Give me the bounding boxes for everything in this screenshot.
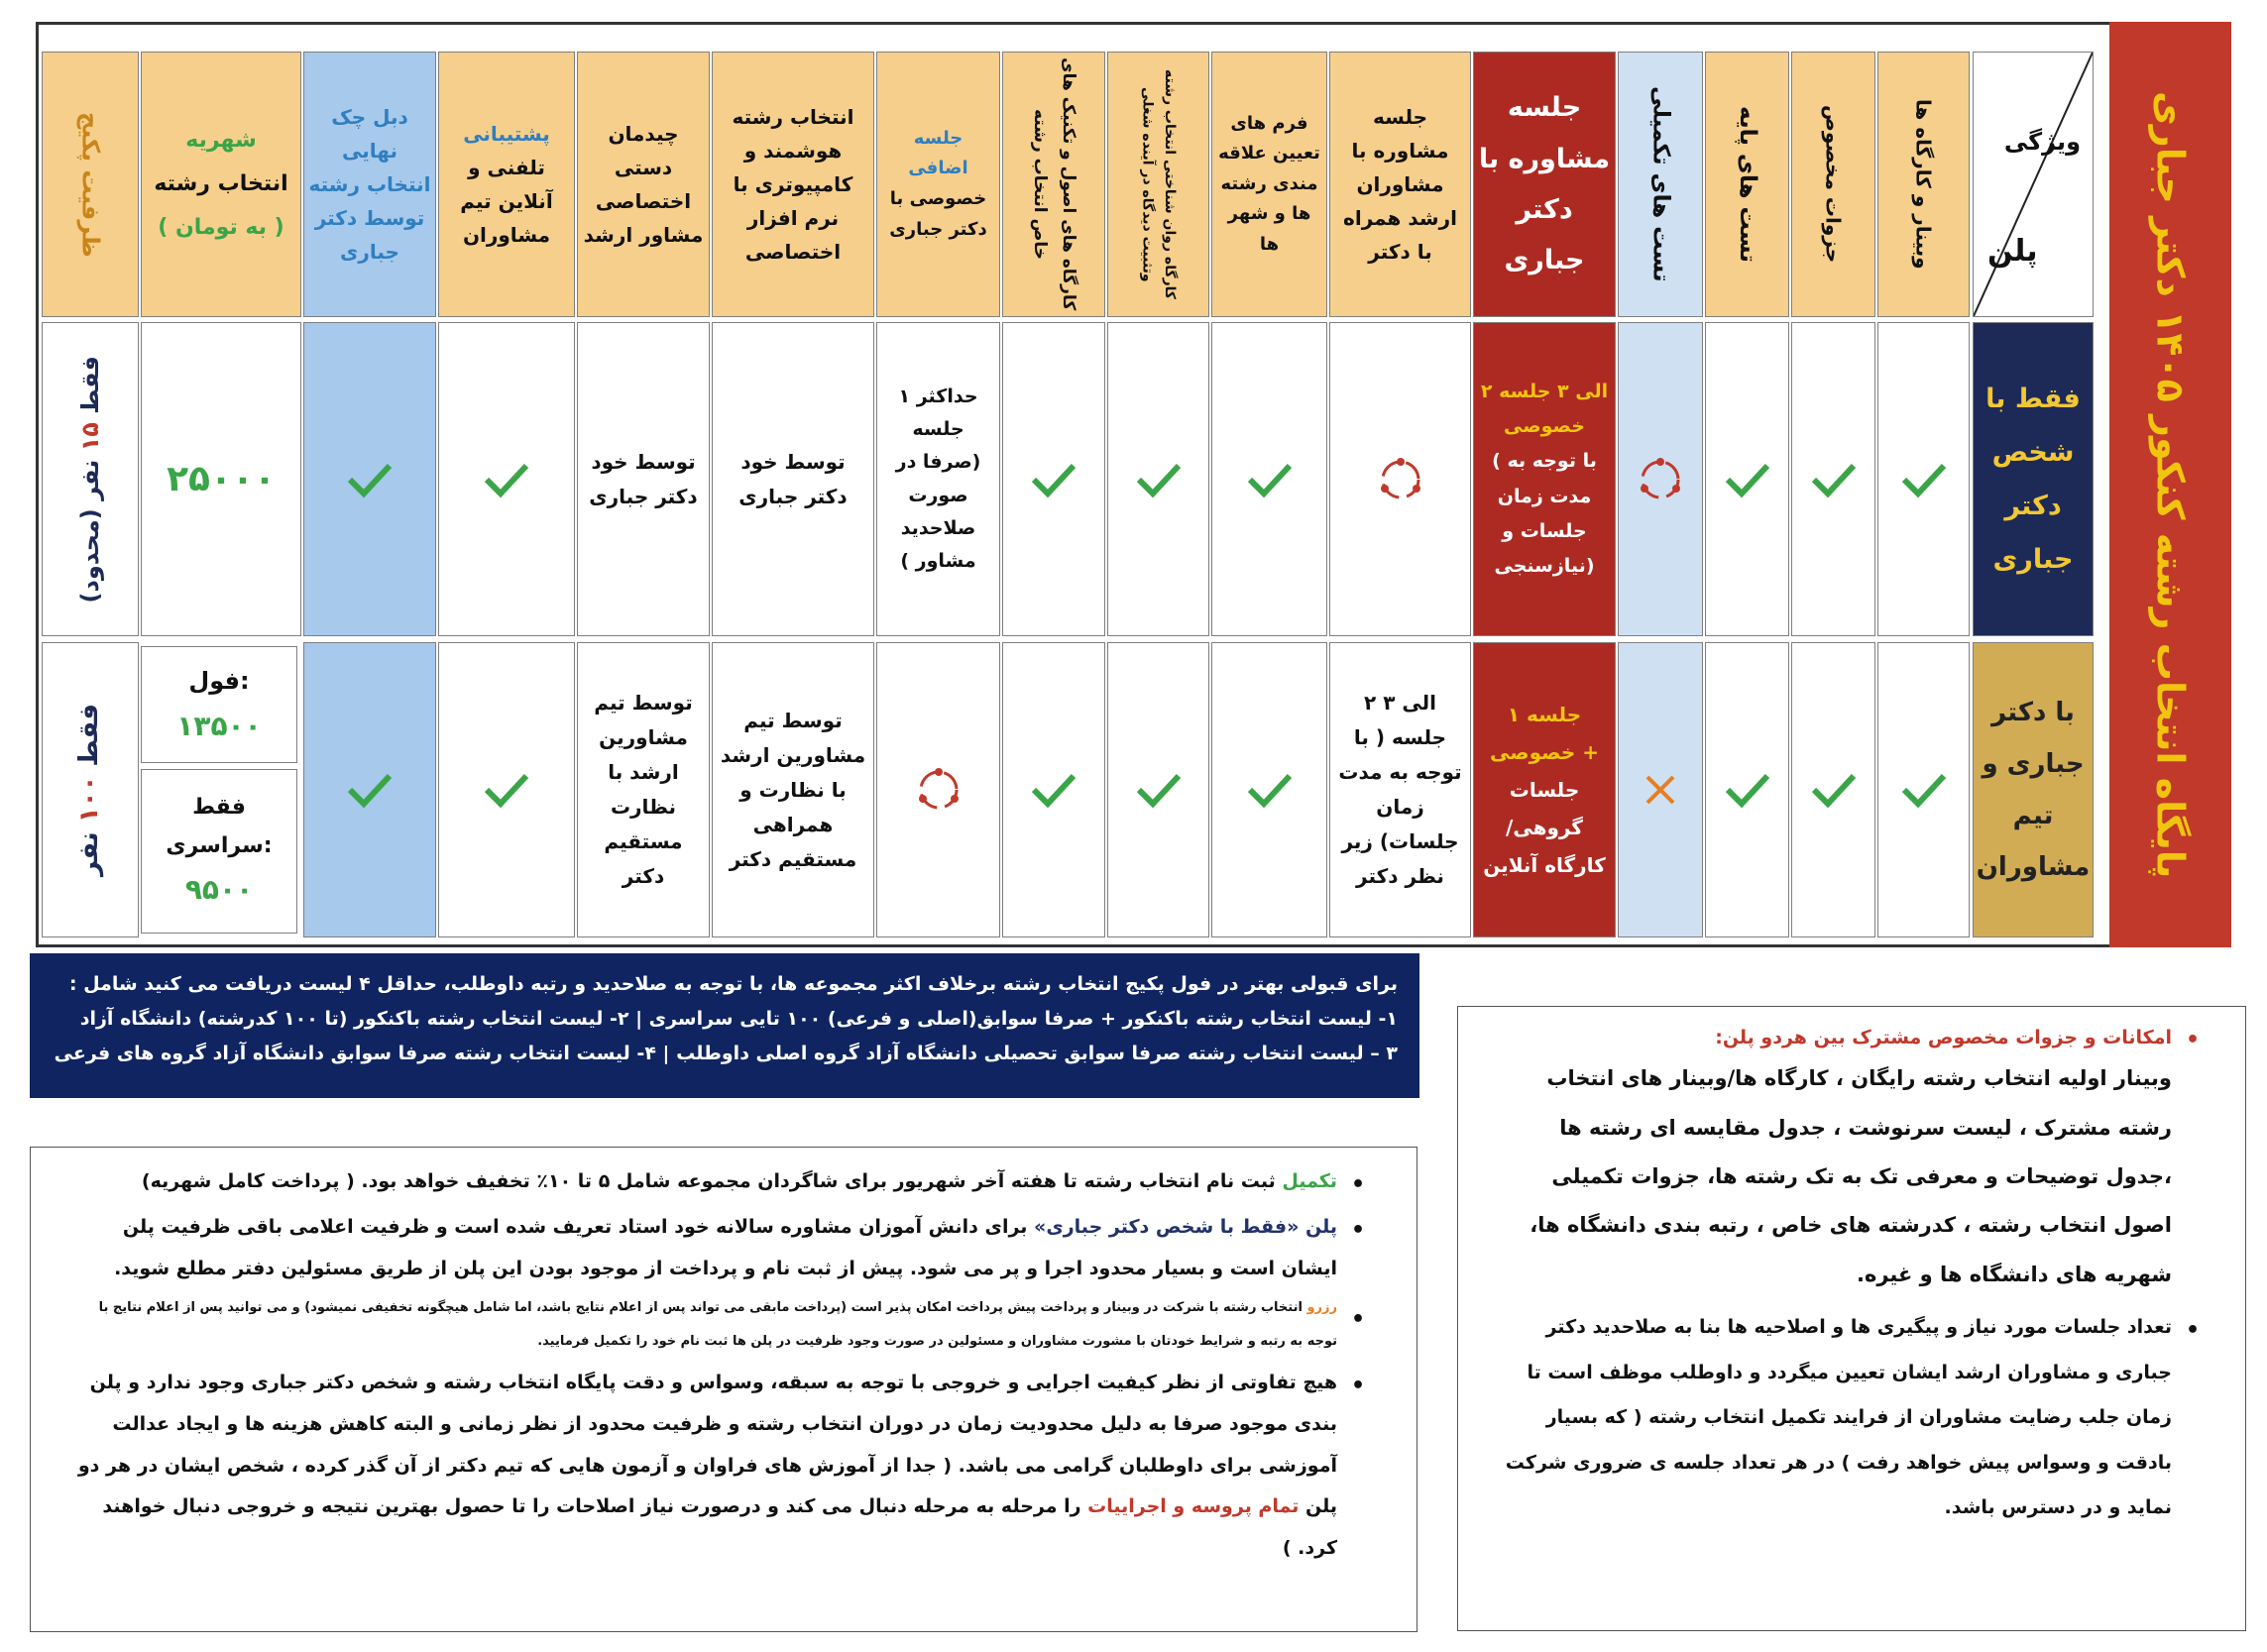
- header-extra-session: جلسه اضافی خصوصی با دکتر جباری: [876, 52, 1000, 317]
- common-features-heading: • امکانات و جزوات مخصوص مشترک بین هردو پلن:: [1494, 1021, 2172, 1054]
- row1-session-senior: [1329, 322, 1471, 636]
- check-icon: [483, 460, 530, 499]
- sessions-note: • تعداد جلسات مورد نیاز و پیگیری ها و اصلاحیه ها بنا به صلاحدید دکتر جباری و مشاوران ارشد ایشان تعیین میگردد و داوطلب موظف است تا زمان جلب رضایت مشاوران از فرایند تکمیل انتخاب رشته ( که بسیار بادقت و وسواس پیش خواهد رفت ) در هر تعداد جلسه ی ضروری شرکت نماید و در دسترس باشد.: [1494, 1305, 2172, 1531]
- check-icon: [1724, 770, 1771, 810]
- check-icon: [1246, 460, 1294, 499]
- lists-line-2: ۳ – لیست انتخاب رشته صرفا سوابق تحصیلی دانشگاه آزاد گروه اصلی داوطلب | ۴- لیست انتخاب رشته صرفا سوابق دانشگاه آزاد گروه های فرعی: [54, 1043, 1398, 1065]
- row1-forms: [1211, 322, 1327, 636]
- plan-doctor-only: فقط با شخص دکتر جباری: [1973, 322, 2094, 636]
- check-icon: [1810, 770, 1858, 810]
- lists-intro: برای قبولی بهتر در فول پکیج انتخاب رشته برخلاف اکثر مجموعه ها، با توجه به صلاحدید و رتبه داوطلب، حداقل ۴ لیست دریافت می کنید شامل :: [68, 973, 1398, 995]
- row2-webinar: [1877, 642, 1970, 937]
- row2-smart-selection: توسط تیم مشاورین ارشد با نظارت و همراهی مستقیم دکتر: [712, 642, 874, 937]
- cycle-icon: [1376, 455, 1425, 504]
- header-fee: شهریه انتخاب رشته ( به تومان ): [141, 52, 301, 317]
- row1-booklets: [1791, 322, 1875, 636]
- notes-box: [30, 1147, 1417, 1632]
- check-icon: [1246, 770, 1294, 810]
- row2-support: [438, 642, 575, 937]
- row2-extra-tests: [1618, 642, 1703, 937]
- cycle-icon: [1636, 455, 1685, 504]
- row2-extra-session: [876, 642, 1000, 937]
- row2-psych-workshop: [1107, 642, 1209, 937]
- title-band: [2109, 22, 2231, 947]
- header-forms: فرم های تعیین علاقه مندی رشته ها و شهر ها: [1211, 52, 1327, 317]
- common-features-box: [1457, 1006, 2246, 1631]
- check-icon: [1030, 460, 1077, 499]
- row1-fee: ۲۵۰۰۰: [141, 322, 301, 636]
- lists-info-box: [30, 953, 1419, 1098]
- header-extra-tests: تست های تکمیلی: [1618, 52, 1703, 317]
- header-booklets: جزوات مخصوص: [1791, 52, 1875, 317]
- cross-icon: [1644, 773, 1677, 807]
- row2-forms: [1211, 642, 1327, 937]
- header-session-senior: جلسه مشاوره با مشاوران ارشد همراه با دکتر: [1329, 52, 1471, 317]
- row2-double-check: [303, 642, 436, 937]
- check-icon: [1135, 770, 1183, 810]
- check-icon: [346, 770, 394, 810]
- header-webinar: وبینار و کارگاه ها: [1877, 52, 1970, 317]
- lists-line-1: ۱- لیست انتخاب رشته باکنکور + صرفا سوابق(اصلی و فرعی) ۱۰۰ تایی سراسری | ۲- لیست انتخاب رشته باکنکور (تا ۱۰۰ کدرشته) دانشگاه آزاد: [79, 1008, 1398, 1031]
- row1-extra-session: حداکثر ۱ جلسه (صرفا در صورت صلاحدید مشاور ): [876, 322, 1000, 636]
- check-icon: [1135, 460, 1183, 499]
- row1-extra-tests: [1618, 322, 1703, 636]
- row2-fee-sarasari: فقط سراسری: ۹۵۰۰: [141, 769, 297, 934]
- corner-plan: پلن: [1987, 234, 2038, 269]
- row1-double-check: [303, 322, 436, 636]
- page-title: پایگاه انتخاب رشته کنکور ۱۴۰۵ دکتر جباری: [2148, 90, 2193, 879]
- note-quality: • هیچ تفاوتی از نظر کیفیت اجرایی و خروجی با توجه به سبقه، وسواس و دقت پایگاه انتخاب رشته و شخص دکتر جباری وجود ندارد و پلن بندی موجود صرفا به دلیل محدودیت زمان در دوران انتخاب رشته و ظرفیت محدود از نظر زمانی و البته کاهش هزینه ها و ایجاد عدالت آموزشی برای داوطلبان گرامی می باشد. ( جدا از آموزش های فراوان و آزمون هایی که تیم دکتر از آن گذر کرده ، شخص ایشان در هر دو پلن تمام پروسه و اجراییات را مرحله به مرحله دنبال می کند و درصورت نیاز اصلاحات را تا حصول بهترین نتیجه و خروجی دنبال خواهند کرد. ): [70, 1363, 1337, 1570]
- row2-fee-full: فول: ۱۳۵۰۰: [141, 646, 297, 763]
- header-psych-workshop: کارگاه روان شناختی انتخاب رشته وتثبیت دیدگاه در آینده شغلی: [1107, 52, 1209, 317]
- common-features-text: وبینار اولیه انتخاب رشته رایگان ، کارگاه ها/وبینار های انتخاب رشته مشترک ، لیست سرنوشت ، جدول مقایسه ای رشته ها ،جدول توضیحات و معرفی تک به تک رشته ها، جزوات تکمیلی اصول انتخاب رشته ، کدرشته های خاص ، رتبه بندی دانشگاه ها، شهریه های دانشگاه ها و غیره.: [1530, 1066, 2172, 1286]
- cycle-icon: [914, 765, 963, 815]
- check-icon: [1030, 770, 1077, 810]
- check-icon: [1810, 460, 1858, 499]
- note-reservation: • رزرو انتخاب رشته با شرکت در وبینار و پرداخت پیش پرداخت امکان پذیر است (پرداخت مابقی می تواند پس از اعلام نتایج باشد، اما شامل هیچگونه تخفیفی نمیشود) و می توانید پس از اعلام نتایج با توجه به رتبه و شرایط خودتان با مشورت مشاوران و مسئولین در صورت وجود ظرفیت در پلن ها ثبت نام خود را تکمیل فرمایید.: [70, 1291, 1337, 1359]
- row1-capacity: فقط ۱۵ نفر (محدود): [42, 322, 139, 636]
- corner-feature: ویژگی: [2003, 128, 2081, 156]
- row2-booklets: [1791, 642, 1875, 937]
- row2-capacity: فقط ۱۰۰ نفر: [42, 642, 139, 937]
- row1-webinar: [1877, 322, 1970, 636]
- row2-session-doctor: ۱ جلسه خصوصی + جلسات گروهی/ کارگاه آنلاین: [1473, 642, 1616, 937]
- plan-doctor-team: با دکتر جباری و تیم مشاوران: [1973, 642, 2094, 937]
- check-icon: [346, 460, 394, 499]
- check-icon: [483, 770, 530, 810]
- check-icon: [1724, 460, 1771, 499]
- header-capacity: ظرفیت پکیج: [42, 52, 139, 317]
- row1-smart-selection: توسط خود دکتر جباری: [712, 322, 874, 636]
- corner-cell: [1973, 52, 2094, 317]
- check-icon: [1900, 770, 1948, 810]
- check-icon: [1900, 460, 1948, 499]
- note-doctor-plan: • پلن «فقط با شخص دکتر جباری» برای دانش آموزان مشاوره سالانه خود استاد تعریف شده است و ظرفیت اعلامی باقی ظرفیت پلن ایشان است و بسیار محدود اجرا و پر می شود. پیش از ثبت نام و پرداخت از موجود بودن این پلن از طریق مسئولین دفتر مطلع شوید.: [70, 1207, 1337, 1290]
- row1-session-doctor: ۲ الی ۳ جلسه خصوصی ( با توجه به مدت زمان جلسات و نیازسنجی): [1473, 322, 1616, 636]
- diagonal-line: [1974, 53, 2093, 316]
- header-session-doctor: جلسه مشاوره با دکتر جباری: [1473, 52, 1616, 317]
- header-double-check: دبل چک نهایی انتخاب رشته توسط دکتر جباری: [303, 52, 436, 317]
- row2-special-workshops: [1002, 642, 1105, 937]
- header-manual: چیدمان دستی اختصاصی مشاور ارشد: [577, 52, 710, 317]
- row1-base-tests: [1705, 322, 1789, 636]
- header-base-tests: تست های پایه: [1705, 52, 1789, 317]
- row2-base-tests: [1705, 642, 1789, 937]
- note-early-registration: • تکمیل ثبت نام انتخاب رشته تا هفته آخر شهریور برای شاگردان مجموعه شامل ۵ تا ۱۰٪ تخفیف خواهد بود. ( پرداخت کامل شهریه): [70, 1161, 1337, 1203]
- header-smart-selection: انتخاب رشته هوشمند و کامپیوتری با نرم افزار اختصاصی: [712, 52, 874, 317]
- row1-manual: توسط خود دکتر جباری: [577, 322, 710, 636]
- row1-special-workshops: [1002, 322, 1105, 636]
- row1-psych-workshop: [1107, 322, 1209, 636]
- header-support: پشتیبانی تلفنی و آنلاین تیم مشاوران: [438, 52, 575, 317]
- row2-session-senior: ۲ الی ۳ جلسه ( با توجه به مدت زمان جلسات) زیر نظر دکتر: [1329, 642, 1471, 937]
- row2-manual: توسط تیم مشاورین ارشد با نظارت مستقیم دکتر: [577, 642, 710, 937]
- header-special-workshops: کارگاه های اصول و تکنیک های خاص انتخاب رشته: [1002, 52, 1105, 317]
- row1-support: [438, 322, 575, 636]
